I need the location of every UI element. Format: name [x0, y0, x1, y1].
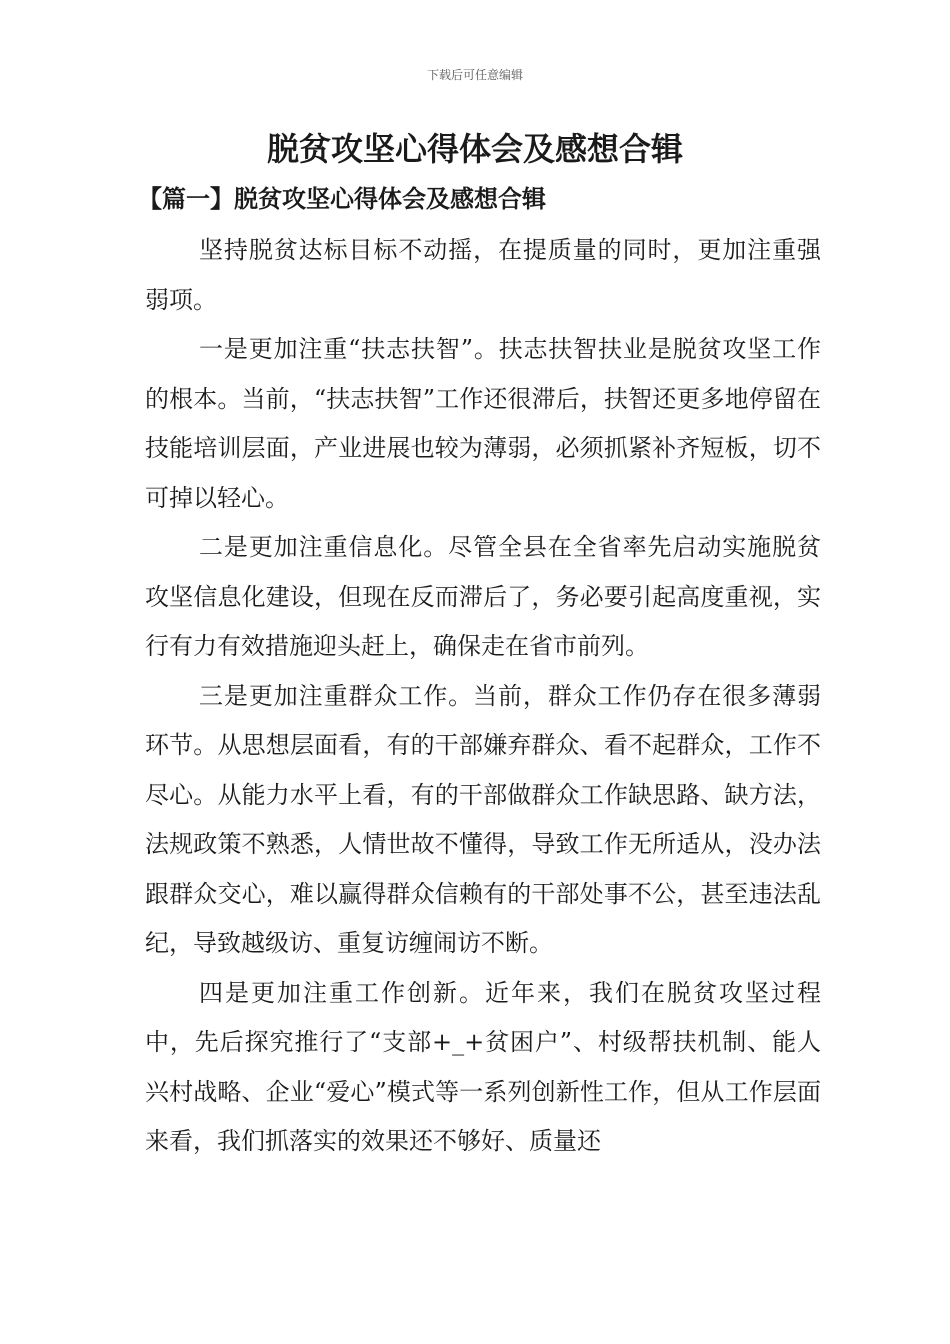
page-header: 下载后可任意编辑	[426, 68, 523, 82]
paragraph: 四是更加注重工作创新。近年来，我们在脱贫攻坚过程中，先后探究推行了“支部+_+贫困户”、村级帮扶机制、能人兴村战略、企业“爱心”模式等一系列创新性工作，但从工作层面来看，我们抓落实的效果还不够好、质量还	[145, 978, 821, 1155]
document-title: 脱贫攻坚心得体会及感想合辑	[266, 130, 683, 168]
paragraph: 二是更加注重信息化。尽管全县在全省率先启动实施脱贫攻坚信息化建设，但现在反而滞后了，务必要引起高度重视，实行有力有效措施迎头赶上，确保走在省市前列。	[145, 533, 821, 660]
section-heading: 【篇一】脱贫攻坚心得体会及感想合辑	[138, 184, 546, 213]
paragraph: 一是更加注重“扶志扶智”。扶志扶智扶业是脱贫攻坚工作的根本。当前，“扶志扶智”工作还很滞后，扶智还更多地停留在技能培训层面，产业进展也较为薄弱，必须抓紧补齐短板，切不可掉以轻心。	[145, 335, 821, 512]
document-body	[145, 226, 821, 1167]
paragraph: 三是更加注重群众工作。当前，群众工作仍存在很多薄弱环节。从思想层面看，有的干部嫌弃群众、看不起群众，工作不尽心。从能力水平上看，有的干部做群众工作缺思路、缺方法，法规政策不熟悉，人情世故不懂得，导致工作无所适从，没办法跟群众交心，难以赢得群众信赖有的干部处事不公，甚至违法乱纪，导致越级访、重复访缠闹访不断。	[145, 681, 821, 957]
paragraph: 坚持脱贫达标目标不动摇，在提质量的同时，更加注重强弱项。	[145, 236, 821, 314]
